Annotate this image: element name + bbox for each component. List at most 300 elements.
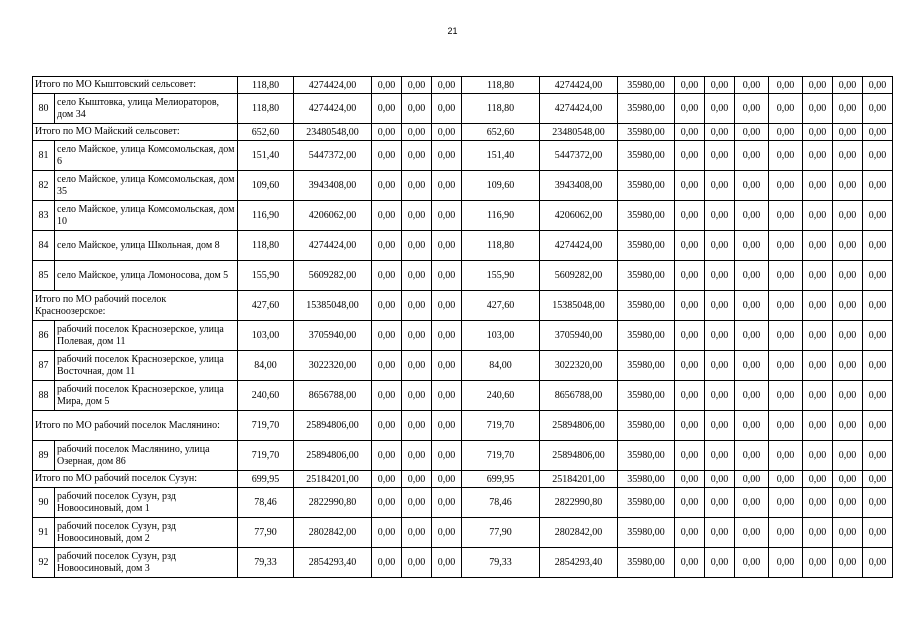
value-cell: 2822990,80 [540,488,618,518]
value-cell: 0,00 [675,231,705,261]
value-cell: 0,00 [769,411,803,441]
value-cell: 35980,00 [618,77,675,94]
value-cell: 4274424,00 [540,94,618,124]
address-cell: село Майское, улица Комсомольская, дом 6 [55,141,238,171]
value-cell: 0,00 [833,518,863,548]
value-cell: 4274424,00 [294,231,372,261]
value-cell: 4274424,00 [540,77,618,94]
value-cell: 0,00 [769,77,803,94]
value-cell: 0,00 [432,201,462,231]
value-cell: 0,00 [735,141,769,171]
value-cell: 0,00 [402,441,432,471]
value-cell: 0,00 [675,471,705,488]
value-cell: 118,80 [238,77,294,94]
value-cell: 0,00 [675,351,705,381]
value-cell: 0,00 [863,321,893,351]
value-cell: 0,00 [833,171,863,201]
address-cell: рабочий поселок Сузун, рзд Новоосиновый, дом 2 [55,518,238,548]
value-cell: 0,00 [372,548,402,578]
value-cell: 0,00 [432,471,462,488]
value-cell: 0,00 [863,381,893,411]
value-cell: 35980,00 [618,548,675,578]
value-cell: 719,70 [462,411,540,441]
value-cell: 0,00 [803,261,833,291]
value-cell: 0,00 [432,381,462,411]
value-cell: 0,00 [675,411,705,441]
value-cell: 0,00 [402,201,432,231]
value-cell: 0,00 [675,171,705,201]
value-cell: 2802842,00 [540,518,618,548]
value-cell: 0,00 [705,548,735,578]
row-number: 90 [33,488,55,518]
value-cell: 0,00 [833,261,863,291]
value-cell: 35980,00 [618,441,675,471]
value-cell: 0,00 [803,231,833,261]
value-cell: 0,00 [402,141,432,171]
value-cell: 0,00 [675,77,705,94]
value-cell: 0,00 [833,141,863,171]
value-cell: 0,00 [863,488,893,518]
subtotal-title: Итого по МО рабочий поселок Сузун: [33,471,238,488]
value-cell: 0,00 [735,488,769,518]
table-row [33,441,893,471]
value-cell: 0,00 [769,518,803,548]
value-cell: 0,00 [705,261,735,291]
value-cell: 116,90 [238,201,294,231]
value-cell: 0,00 [372,231,402,261]
value-cell: 118,80 [238,94,294,124]
table-row [33,351,893,381]
table-row [33,518,893,548]
value-cell: 0,00 [372,261,402,291]
value-cell: 35980,00 [618,261,675,291]
address-cell: село Майское, улица Комсомольская, дом 10 [55,201,238,231]
value-cell: 699,95 [238,471,294,488]
value-cell: 0,00 [372,471,402,488]
value-cell: 0,00 [705,471,735,488]
value-cell: 0,00 [402,351,432,381]
value-cell: 0,00 [705,411,735,441]
value-cell: 5609282,00 [540,261,618,291]
value-cell: 0,00 [735,231,769,261]
value-cell: 2822990,80 [294,488,372,518]
value-cell: 0,00 [372,171,402,201]
value-cell: 35980,00 [618,351,675,381]
value-cell: 0,00 [432,411,462,441]
table-row [33,231,893,261]
value-cell: 0,00 [735,441,769,471]
value-cell: 79,33 [238,548,294,578]
value-cell: 3943408,00 [294,171,372,201]
value-cell: 77,90 [462,518,540,548]
address-cell: село Майское, улица Комсомольская, дом 35 [55,171,238,201]
table-row [33,321,893,351]
value-cell: 0,00 [432,231,462,261]
value-cell: 0,00 [705,231,735,261]
value-cell: 0,00 [675,548,705,578]
value-cell: 118,80 [462,77,540,94]
value-cell: 15385048,00 [540,291,618,321]
value-cell: 0,00 [402,381,432,411]
value-cell: 35980,00 [618,171,675,201]
value-cell: 0,00 [769,381,803,411]
value-cell: 0,00 [705,518,735,548]
address-cell: рабочий поселок Краснозерское, улица Мира, дом 5 [55,381,238,411]
value-cell: 0,00 [803,351,833,381]
value-cell: 0,00 [705,441,735,471]
value-cell: 0,00 [372,441,402,471]
value-cell: 0,00 [735,201,769,231]
value-cell: 84,00 [238,351,294,381]
subtotal-row [33,291,893,321]
value-cell: 0,00 [705,124,735,141]
value-cell: 151,40 [238,141,294,171]
value-cell: 35980,00 [618,201,675,231]
value-cell: 0,00 [833,441,863,471]
value-cell: 103,00 [238,321,294,351]
value-cell: 240,60 [462,381,540,411]
value-cell: 25894806,00 [294,441,372,471]
value-cell: 0,00 [833,201,863,231]
value-cell: 4274424,00 [294,77,372,94]
value-cell: 77,90 [238,518,294,548]
value-cell: 0,00 [735,291,769,321]
value-cell: 0,00 [769,441,803,471]
value-cell: 0,00 [769,171,803,201]
value-cell: 0,00 [432,171,462,201]
value-cell: 4206062,00 [294,201,372,231]
value-cell: 116,90 [462,201,540,231]
register-table [32,76,893,578]
value-cell: 652,60 [238,124,294,141]
value-cell: 0,00 [675,321,705,351]
value-cell: 0,00 [803,201,833,231]
value-cell: 0,00 [675,488,705,518]
value-cell: 4206062,00 [540,201,618,231]
value-cell: 0,00 [402,321,432,351]
value-cell: 719,70 [462,441,540,471]
subtotal-row [33,124,893,141]
value-cell: 2854293,40 [294,548,372,578]
value-cell: 0,00 [769,124,803,141]
table-row [33,171,893,201]
value-cell: 0,00 [402,488,432,518]
value-cell: 0,00 [372,321,402,351]
value-cell: 23480548,00 [540,124,618,141]
value-cell: 0,00 [402,471,432,488]
value-cell: 5609282,00 [294,261,372,291]
address-cell: рабочий поселок Краснозерское, улица Полевая, дом 11 [55,321,238,351]
value-cell: 0,00 [833,488,863,518]
address-cell: рабочий поселок Сузун, рзд Новоосиновый, дом 3 [55,548,238,578]
row-number: 83 [33,201,55,231]
value-cell: 0,00 [705,141,735,171]
address-cell: рабочий поселок Краснозерское, улица Восточная, дом 11 [55,351,238,381]
value-cell: 0,00 [372,411,402,441]
value-cell: 0,00 [735,351,769,381]
value-cell: 0,00 [432,488,462,518]
value-cell: 0,00 [735,261,769,291]
value-cell: 118,80 [238,231,294,261]
value-cell: 3022320,00 [294,351,372,381]
value-cell: 5447372,00 [294,141,372,171]
value-cell: 0,00 [863,141,893,171]
value-cell: 0,00 [735,548,769,578]
value-cell: 0,00 [803,94,833,124]
address-cell: село Майское, улица Школьная, дом 8 [55,231,238,261]
value-cell: 0,00 [402,518,432,548]
row-number: 82 [33,171,55,201]
value-cell: 240,60 [238,381,294,411]
value-cell: 0,00 [432,141,462,171]
subtotal-row [33,471,893,488]
value-cell: 0,00 [863,231,893,261]
value-cell: 0,00 [402,231,432,261]
value-cell: 151,40 [462,141,540,171]
value-cell: 4274424,00 [540,231,618,261]
value-cell: 0,00 [803,411,833,441]
value-cell: 25894806,00 [294,411,372,441]
value-cell: 0,00 [372,488,402,518]
value-cell: 0,00 [675,441,705,471]
address-cell: село Майское, улица Ломоносова, дом 5 [55,261,238,291]
value-cell: 0,00 [705,291,735,321]
value-cell: 35980,00 [618,291,675,321]
value-cell: 2854293,40 [540,548,618,578]
row-number: 81 [33,141,55,171]
value-cell: 25894806,00 [540,411,618,441]
value-cell: 0,00 [863,124,893,141]
value-cell: 0,00 [803,381,833,411]
value-cell: 0,00 [833,321,863,351]
row-number: 91 [33,518,55,548]
value-cell: 0,00 [863,441,893,471]
value-cell: 0,00 [402,94,432,124]
row-number: 86 [33,321,55,351]
page-number: 21 [447,26,458,36]
value-cell: 0,00 [402,77,432,94]
value-cell: 25894806,00 [540,441,618,471]
value-cell: 0,00 [769,231,803,261]
value-cell: 0,00 [769,321,803,351]
value-cell: 35980,00 [618,141,675,171]
value-cell: 0,00 [863,548,893,578]
value-cell: 0,00 [803,548,833,578]
row-number: 84 [33,231,55,261]
value-cell: 0,00 [372,291,402,321]
value-cell: 0,00 [803,141,833,171]
value-cell: 0,00 [863,94,893,124]
value-cell: 0,00 [735,171,769,201]
value-cell: 8656788,00 [540,381,618,411]
value-cell: 0,00 [803,124,833,141]
value-cell: 0,00 [675,381,705,411]
value-cell: 427,60 [462,291,540,321]
value-cell: 0,00 [372,77,402,94]
address-cell: село Кыштовка, улица Мелиораторов, дом 34 [55,94,238,124]
value-cell: 0,00 [372,124,402,141]
value-cell: 0,00 [833,411,863,441]
subtotal-title: Итого по МО Кыштовский сельсовет: [33,77,238,94]
subtotal-row [33,411,893,441]
value-cell: 25184201,00 [540,471,618,488]
value-cell: 0,00 [675,261,705,291]
value-cell: 3943408,00 [540,171,618,201]
value-cell: 0,00 [735,518,769,548]
value-cell: 0,00 [372,94,402,124]
value-cell: 0,00 [372,201,402,231]
value-cell: 0,00 [769,201,803,231]
value-cell: 0,00 [833,291,863,321]
value-cell: 0,00 [372,141,402,171]
value-cell: 0,00 [833,471,863,488]
value-cell: 427,60 [238,291,294,321]
value-cell: 4274424,00 [294,94,372,124]
value-cell: 0,00 [735,321,769,351]
row-number: 87 [33,351,55,381]
value-cell: 35980,00 [618,124,675,141]
value-cell: 0,00 [735,77,769,94]
value-cell: 118,80 [462,231,540,261]
value-cell: 0,00 [863,171,893,201]
value-cell: 719,70 [238,411,294,441]
value-cell: 0,00 [863,291,893,321]
value-cell: 78,46 [462,488,540,518]
value-cell: 2802842,00 [294,518,372,548]
value-cell: 719,70 [238,441,294,471]
value-cell: 0,00 [705,351,735,381]
value-cell: 118,80 [462,94,540,124]
value-cell: 0,00 [735,381,769,411]
value-cell: 0,00 [432,77,462,94]
table-row [33,261,893,291]
value-cell: 0,00 [705,77,735,94]
row-number: 89 [33,441,55,471]
value-cell: 35980,00 [618,381,675,411]
value-cell: 35980,00 [618,321,675,351]
value-cell: 15385048,00 [294,291,372,321]
row-number: 88 [33,381,55,411]
value-cell: 0,00 [833,231,863,261]
value-cell: 0,00 [372,381,402,411]
value-cell: 0,00 [833,381,863,411]
value-cell: 0,00 [675,141,705,171]
value-cell: 0,00 [432,548,462,578]
value-cell: 0,00 [863,471,893,488]
value-cell: 0,00 [705,201,735,231]
address-cell: рабочий поселок Сузун, рзд Новоосиновый, дом 1 [55,488,238,518]
value-cell: 0,00 [432,124,462,141]
value-cell: 0,00 [833,351,863,381]
value-cell: 0,00 [833,124,863,141]
value-cell: 0,00 [432,321,462,351]
value-cell: 0,00 [705,488,735,518]
table-row [33,488,893,518]
value-cell: 0,00 [769,471,803,488]
value-cell: 0,00 [432,441,462,471]
value-cell: 8656788,00 [294,381,372,411]
value-cell: 0,00 [769,141,803,171]
table-row [33,201,893,231]
value-cell: 0,00 [803,471,833,488]
value-cell: 0,00 [803,321,833,351]
subtotal-title: Итого по МО рабочий поселок Красноозерское: [33,291,238,321]
value-cell: 0,00 [833,94,863,124]
value-cell: 0,00 [863,77,893,94]
subtotal-title: Итого по МО рабочий поселок Маслянино: [33,411,238,441]
table-row [33,548,893,578]
row-number: 80 [33,94,55,124]
value-cell: 0,00 [705,171,735,201]
value-cell: 0,00 [675,518,705,548]
value-cell: 0,00 [833,548,863,578]
address-cell: рабочий поселок Маслянино, улица Озерная, дом 86 [55,441,238,471]
value-cell: 5447372,00 [540,141,618,171]
value-cell: 0,00 [675,124,705,141]
value-cell: 0,00 [769,291,803,321]
value-cell: 0,00 [769,94,803,124]
value-cell: 0,00 [803,77,833,94]
table-row [33,141,893,171]
table-row [33,94,893,124]
value-cell: 25184201,00 [294,471,372,488]
value-cell: 0,00 [863,411,893,441]
value-cell: 0,00 [735,94,769,124]
value-cell: 0,00 [705,381,735,411]
subtotal-row [33,77,893,94]
value-cell: 35980,00 [618,488,675,518]
value-cell: 0,00 [803,441,833,471]
value-cell: 35980,00 [618,471,675,488]
value-cell: 0,00 [432,94,462,124]
value-cell: 109,60 [238,171,294,201]
value-cell: 699,95 [462,471,540,488]
row-number: 85 [33,261,55,291]
value-cell: 0,00 [675,291,705,321]
value-cell: 0,00 [432,351,462,381]
value-cell: 0,00 [675,201,705,231]
value-cell: 0,00 [402,548,432,578]
value-cell: 35980,00 [618,411,675,441]
value-cell: 0,00 [705,94,735,124]
value-cell: 23480548,00 [294,124,372,141]
value-cell: 0,00 [432,518,462,548]
value-cell: 79,33 [462,548,540,578]
value-cell: 84,00 [462,351,540,381]
value-cell: 103,00 [462,321,540,351]
value-cell: 0,00 [803,518,833,548]
value-cell: 0,00 [735,411,769,441]
value-cell: 0,00 [863,518,893,548]
value-cell: 0,00 [402,291,432,321]
value-cell: 0,00 [402,171,432,201]
value-cell: 0,00 [769,488,803,518]
value-cell: 35980,00 [618,518,675,548]
row-number: 92 [33,548,55,578]
value-cell: 109,60 [462,171,540,201]
value-cell: 0,00 [863,261,893,291]
value-cell: 78,46 [238,488,294,518]
value-cell: 0,00 [372,518,402,548]
value-cell: 0,00 [402,261,432,291]
value-cell: 0,00 [769,351,803,381]
value-cell: 0,00 [803,171,833,201]
value-cell: 0,00 [432,291,462,321]
value-cell: 0,00 [432,261,462,291]
value-cell: 0,00 [675,94,705,124]
value-cell: 0,00 [803,488,833,518]
value-cell: 0,00 [833,77,863,94]
